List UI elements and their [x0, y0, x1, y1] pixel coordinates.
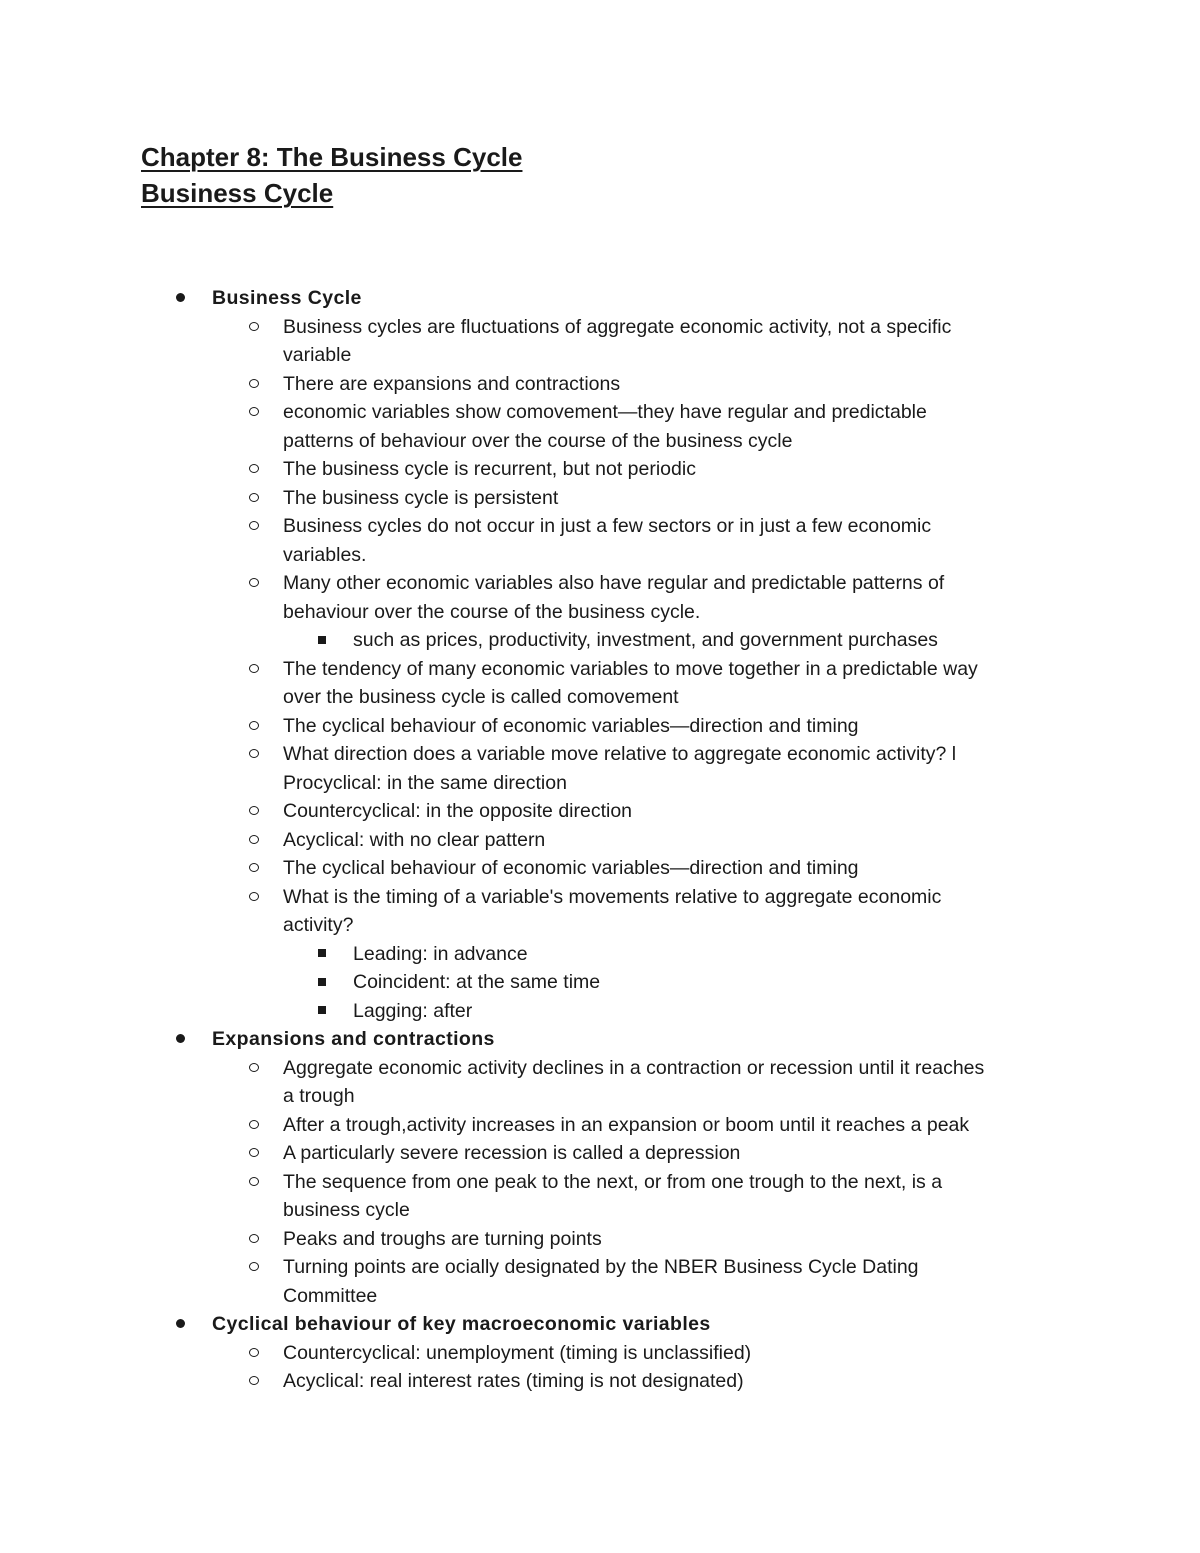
list-heading-item [0, 1310, 1200, 1339]
list-item [0, 997, 1200, 1026]
hollow-circle-bullet-icon [249, 1339, 259, 1368]
hollow-circle-bullet-icon [249, 854, 259, 883]
list-item [0, 826, 1200, 855]
list-item-text: a trough [283, 1085, 355, 1107]
square-bullet-icon [318, 940, 326, 969]
list-item-text: The business cycle is recurrent, but not periodic [283, 458, 696, 480]
filled-circle-bullet-icon [176, 1310, 185, 1339]
list-item-text: Acyclical: with no clear pattern [283, 828, 546, 851]
hollow-circle-bullet-icon [249, 797, 259, 826]
list-item [0, 797, 1200, 826]
list-item [0, 968, 1200, 997]
hollow-circle-bullet-icon [249, 1225, 259, 1254]
list-item-continuation [0, 341, 1200, 370]
hollow-circle-bullet-icon [249, 398, 259, 427]
list-item [0, 569, 1200, 598]
hollow-circle-bullet-icon [249, 883, 259, 912]
list-item [0, 1139, 1200, 1168]
hollow-circle-bullet-icon [249, 1139, 259, 1168]
list-item-text: Peaks and troughs are turning points [283, 1227, 602, 1250]
list-item-continuation [0, 598, 1200, 627]
list-item [0, 854, 1200, 883]
list-item-text: Turning points are ocially designated by the NBER Business Cycle Dating [283, 1256, 919, 1278]
list-item-continuation [0, 1082, 1200, 1111]
list-item-text: A particularly severe recession is called a depression [283, 1142, 741, 1164]
list-item-text: Aggregate economic activity declines in a contraction or recession until it reaches [283, 1056, 985, 1079]
list-item-text: Procyclical: in the same direction [283, 771, 567, 794]
list-item-text: Countercyclical: unemployment (timing is unclassified) [283, 1341, 752, 1364]
list-item-text: The cyclical behaviour of economic variables—direction and timing [283, 714, 859, 737]
list-item-text: Countercyclical: in the opposite direction [283, 800, 633, 822]
list-item [0, 1253, 1200, 1282]
hollow-circle-bullet-icon [249, 1054, 259, 1083]
list-item-text: The cyclical behaviour of economic variables—direction and timing [283, 857, 859, 879]
list-item [0, 655, 1200, 684]
square-bullet-icon [318, 968, 326, 997]
list-item-text: Business cycles are fluctuations of aggregate economic activity, not a specific [283, 315, 952, 338]
list-item-text: such as prices, productivity, investment, and government purchases [353, 629, 938, 651]
list-item-continuation [0, 1282, 1200, 1311]
list-item-continuation [0, 541, 1200, 570]
list-item-text: Acyclical: real interest rates (timing is not designated) [283, 1370, 744, 1392]
list-item-continuation [0, 911, 1200, 940]
hollow-circle-bullet-icon [249, 569, 259, 598]
hollow-circle-bullet-icon [249, 655, 259, 684]
list-item-text: economic variables show comovement—they have regular and predictable [283, 401, 927, 423]
list-item [0, 1168, 1200, 1197]
section-title: Business Cycle [141, 178, 334, 208]
list-item [0, 370, 1200, 399]
list-item-text: Lagging: after [353, 999, 473, 1022]
list-item-text: What direction does a variable move relative to aggregate economic activity? l [283, 743, 957, 765]
list-item-text: The sequence from one peak to the next, or from one trough to the next, is a [283, 1170, 943, 1193]
hollow-circle-bullet-icon [249, 512, 259, 541]
list-item-text: Committee [283, 1284, 378, 1307]
list-item-text: business cycle [283, 1199, 410, 1221]
list-item-continuation [0, 683, 1200, 712]
hollow-circle-bullet-icon [249, 740, 259, 769]
list-item [0, 1111, 1200, 1140]
list-item-text: activity? [283, 914, 354, 936]
list-item [0, 1339, 1200, 1368]
chapter-title: Chapter 8: The Business Cycle [141, 142, 523, 172]
list-item [0, 940, 1200, 969]
hollow-circle-bullet-icon [249, 826, 259, 855]
hollow-circle-bullet-icon [249, 313, 259, 342]
list-item-text: After a trough,activity increases in an expansion or boom until it reaches a peak [283, 1113, 970, 1136]
list-item [0, 740, 1200, 769]
hollow-circle-bullet-icon [249, 1367, 259, 1396]
square-bullet-icon [318, 626, 326, 655]
list-item-continuation [0, 427, 1200, 456]
list-item [0, 313, 1200, 342]
filled-circle-bullet-icon [176, 284, 185, 313]
filled-circle-bullet-icon [176, 1025, 185, 1054]
list-item-text: Cyclical behaviour of key macroeconomic variables [212, 1313, 711, 1335]
bullet-list [0, 284, 1200, 1396]
list-item-text: Expansions and contractions [212, 1028, 495, 1050]
hollow-circle-bullet-icon [249, 484, 259, 513]
list-item-text: Business cycles do not occur in just a few sectors or in just a few economic [283, 515, 932, 537]
list-item-text: Leading: in advance [353, 942, 528, 965]
list-item [0, 455, 1200, 484]
hollow-circle-bullet-icon [249, 712, 259, 741]
list-item [0, 484, 1200, 513]
hollow-circle-bullet-icon [249, 1253, 259, 1282]
list-item [0, 712, 1200, 741]
list-item-text: There are expansions and contractions [283, 372, 621, 395]
square-bullet-icon [318, 997, 326, 1026]
list-item-text: Many other economic variables also have regular and predictable patterns of [283, 572, 945, 594]
list-item-text: What is the timing of a variable's movements relative to aggregate economic [283, 885, 942, 908]
list-item [0, 1225, 1200, 1254]
list-item [0, 398, 1200, 427]
list-item-continuation [0, 1196, 1200, 1225]
hollow-circle-bullet-icon [249, 455, 259, 484]
list-item-text: patterns of behaviour over the course of the business cycle [283, 429, 793, 452]
list-item-text: Coincident: at the same time [353, 971, 601, 993]
hollow-circle-bullet-icon [249, 370, 259, 399]
list-item-text: over the business cycle is called comovement [283, 686, 679, 708]
hollow-circle-bullet-icon [249, 1168, 259, 1197]
list-item-text: The business cycle is persistent [283, 486, 559, 509]
list-item [0, 626, 1200, 655]
list-item-text: Business Cycle [212, 287, 362, 309]
list-heading-item [0, 284, 1200, 313]
list-item-text: The tendency of many economic variables to move together in a predictable way [283, 657, 978, 680]
list-item [0, 1367, 1200, 1396]
list-item [0, 1054, 1200, 1083]
list-item-text: variables. [283, 543, 367, 566]
list-item [0, 512, 1200, 541]
list-item-text: variable [283, 344, 352, 366]
list-item-text: behaviour over the course of the business cycle. [283, 600, 701, 623]
list-heading-item [0, 1025, 1200, 1054]
hollow-circle-bullet-icon [249, 1111, 259, 1140]
list-item [0, 883, 1200, 912]
list-item-continuation [0, 769, 1200, 798]
